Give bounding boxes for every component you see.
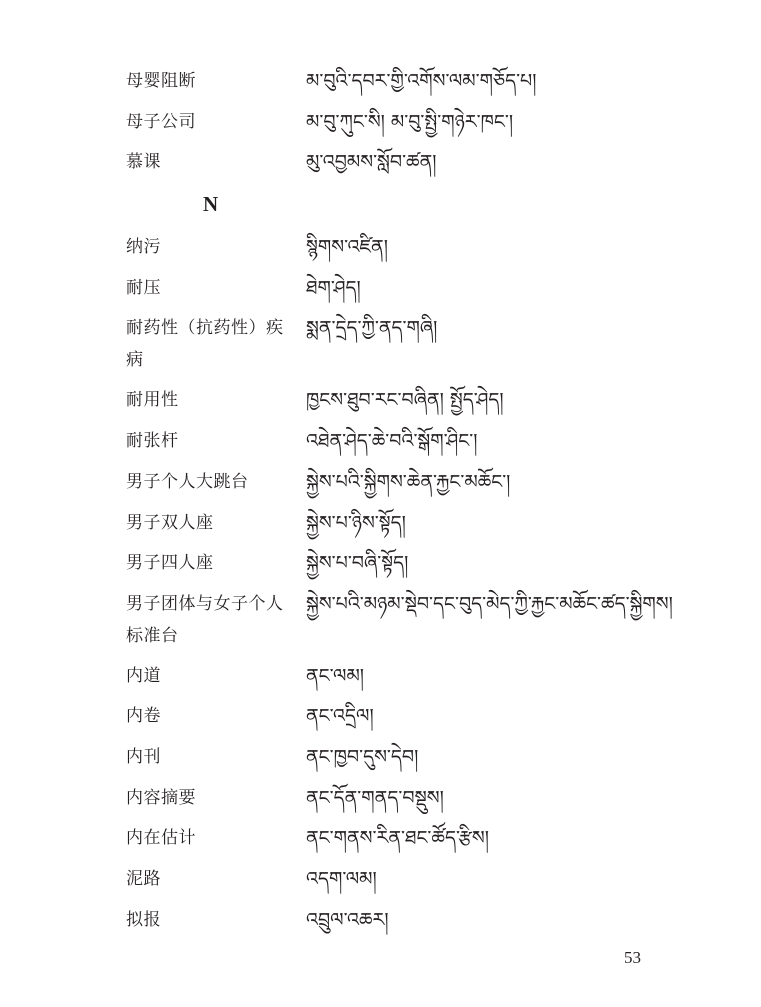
tibetan-term: འཐེན་ཤེད་ཆེ་བའི་སྒོག་ཤིང་། xyxy=(306,430,478,452)
chinese-term: 男子四人座 xyxy=(126,553,214,573)
tibetan-term: ནང་ལམ། xyxy=(306,665,365,687)
tibetan-term: ཐེག་ཤེད། xyxy=(306,277,361,299)
page-number: 53 xyxy=(624,948,641,967)
tibetan-term: ནང་ཁྱབ་དུས་དེབ། xyxy=(306,746,419,768)
tibetan-term: འབྲུལ་འཆར། xyxy=(306,909,389,931)
chinese-term: 内卷 xyxy=(126,706,161,726)
chinese-term: 耐张杆 xyxy=(126,431,179,451)
tibetan-term: མ་བུའི་དབར་གྱི་འགོས་ལམ་གཅོད་པ། xyxy=(306,70,537,92)
chinese-term: 男子个人大跳台 xyxy=(126,472,249,492)
chinese-term: 内在估计 xyxy=(126,828,196,848)
section-letter-heading: N xyxy=(203,192,219,216)
chinese-term: 耐压 xyxy=(126,278,161,298)
tibetan-term: མུ་འབྱམས་སློབ་ཚན། xyxy=(306,151,437,173)
tibetan-term: སྐྱེས་པའི་མཉམ་སྡེབ་དང་བུད་མེད་ཀྱི་རྐྱང་མཆོང་ཚད་སྐྱིགས། xyxy=(306,593,673,615)
tibetan-term: ནང་དོན་གནད་བསྡུས། xyxy=(306,787,444,809)
tibetan-term: ནང་འདྲིལ། xyxy=(306,705,374,727)
tibetan-term: མ་བུ་ཀུང་སི། མ་བུ་སྤྱི་གཉེར་ཁང་། xyxy=(306,111,514,133)
chinese-term: 男子双人座 xyxy=(126,513,214,533)
chinese-term: 内道 xyxy=(126,666,161,686)
tibetan-term: ཁྱངས་ཐུབ་རང་བཞིན། སྤྱོད་ཤེད། xyxy=(306,389,504,411)
chinese-term: 男子团体与女子个人标准台 xyxy=(126,594,284,646)
chinese-term: 泥路 xyxy=(126,869,161,889)
chinese-term: 慕课 xyxy=(126,152,161,172)
chinese-term: 母子公司 xyxy=(126,112,196,132)
tibetan-term: སྐྱེས་པའི་སྐྱིགས་ཆེན་རྐྱང་མཆོང་། xyxy=(306,471,511,493)
tibetan-term: སྨན་དྲེད་ཀྱི་ནད་གཞི། xyxy=(306,317,438,339)
chinese-term: 耐用性 xyxy=(126,390,179,410)
tibetan-term: སྙིགས་འཛིན། xyxy=(306,236,388,258)
tibetan-term: འདག་ལམ། xyxy=(306,868,377,890)
tibetan-term: ནང་གནས་རིན་ཐང་ཚོད་རྩིས། xyxy=(306,827,489,849)
chinese-term: 母婴阻断 xyxy=(126,71,196,91)
chinese-term: 纳污 xyxy=(126,237,161,257)
chinese-term: 耐药性（抗药性）疾病 xyxy=(126,318,284,370)
tibetan-term: སྐྱེས་པ་བཞི་སྟོད། xyxy=(306,552,409,574)
chinese-term: 内容摘要 xyxy=(126,788,196,808)
chinese-term: 拟报 xyxy=(126,910,161,930)
tibetan-term: སྐྱེས་པ་ཉིས་སྟོད། xyxy=(306,512,406,534)
chinese-term: 内刊 xyxy=(126,747,161,767)
